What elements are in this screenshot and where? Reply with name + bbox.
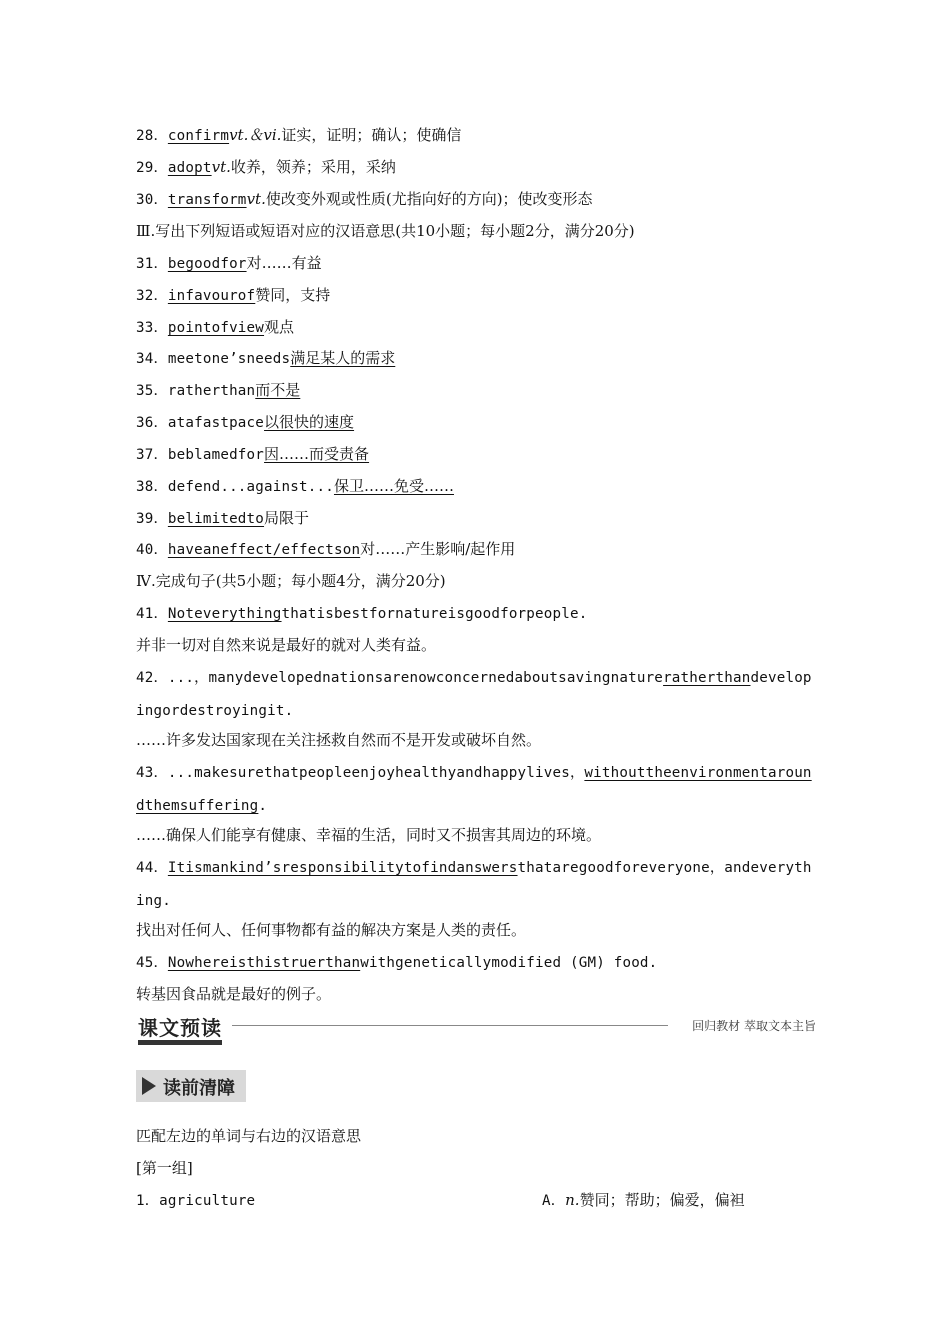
sentence-text: ...makesurethatpeopleenjoyhealthyandhappylives，	[167, 765, 585, 781]
phrase-item-40	[136, 539, 816, 560]
phrase-item-32	[136, 285, 816, 306]
phrase-item-31	[136, 253, 816, 274]
sentence-text: developingordestroyingit.	[136, 670, 812, 719]
section-3-heading: Ⅲ.写出下列短语或短语对应的汉语意思(共10小题；每小题2分，满分20分)	[136, 222, 635, 240]
item-number: 35．	[136, 383, 168, 399]
phrase-chinese: 赞同，支持	[255, 286, 331, 304]
item-number: 30．	[136, 192, 168, 208]
answer-blank: Itismankind’sresponsibilitytofindanswers	[167, 860, 518, 876]
item-number: 45．	[136, 955, 168, 971]
phrase-english: begoodfor	[167, 256, 247, 272]
sentence-42-english	[136, 661, 816, 727]
item-number: 40．	[136, 542, 168, 558]
sentence-45-chinese: 转基因食品就是最好的例子。	[136, 985, 332, 1003]
phrase-chinese: 局限于	[264, 509, 310, 527]
item-number: 32．	[136, 288, 168, 304]
matching-row-1	[136, 1190, 816, 1211]
phrase-english: atafastpace	[167, 415, 265, 431]
sentence-text: ...，manydevelopednationsarenowconcernedaboutsavingnature	[167, 670, 664, 686]
item-number: 1．	[136, 1193, 160, 1209]
vocab-meaning: 使改变外观或性质(尤指向好的方向)；使改变形态	[265, 190, 593, 208]
matching-option-a	[542, 1190, 745, 1211]
matching-instruction: 匹配左边的单词与右边的汉语意思	[136, 1127, 362, 1145]
phrase-item-34	[136, 348, 816, 369]
vocab-item-30	[136, 189, 816, 210]
answer-blank: withouttheenvironmentaroundthemsuffering	[136, 765, 812, 814]
sentence-text: withgeneticallymodified (GM) food.	[360, 955, 658, 971]
phrase-item-38	[136, 476, 816, 497]
sentence-43-english	[136, 756, 816, 822]
banner-divider	[232, 1025, 668, 1026]
vocab-word: transform	[167, 192, 247, 208]
part-of-speech: vt.	[246, 190, 266, 208]
sentence-text: thatisbestfornatureisgoodforpeople.	[281, 606, 588, 622]
sentence-41-english	[136, 603, 816, 624]
option-letter: A．	[542, 1193, 566, 1209]
vocab-word: confirm	[167, 128, 230, 144]
vocab-item-28	[136, 125, 816, 146]
phrase-item-33	[136, 317, 816, 338]
sentence-44-english	[136, 851, 816, 917]
phrase-item-36	[136, 412, 816, 433]
item-number: 43．	[136, 765, 168, 781]
item-number: 41．	[136, 606, 168, 622]
section-banner	[136, 1010, 816, 1050]
banner-title: 课文预读	[138, 1016, 222, 1040]
answer-blank: Noteverything	[167, 606, 282, 622]
phrase-chinese: 对……有益	[246, 254, 322, 272]
item-number: 28．	[136, 128, 168, 144]
item-number: 31．	[136, 256, 168, 272]
phrase-item-37	[136, 444, 816, 465]
item-number: 42．	[136, 670, 168, 686]
section-4-heading: Ⅳ.完成句子(共5小题；每小题4分，满分20分)	[136, 572, 446, 590]
phrase-item-39	[136, 508, 816, 529]
phrase-chinese: 而不是	[255, 381, 301, 399]
part-of-speech: vt.	[211, 158, 231, 176]
phrase-chinese: 以很快的速度	[264, 413, 355, 431]
sentence-45-english	[136, 952, 816, 973]
part-of-speech: vt.＆vi.	[229, 126, 282, 144]
phrase-english: haveaneffect/effectson	[167, 542, 361, 558]
play-triangle-icon	[142, 1077, 156, 1095]
item-number: 34．	[136, 351, 168, 367]
vocab-meaning: 证实，证明；确认；使确信	[281, 126, 462, 144]
part-of-speech: n.	[565, 1191, 580, 1209]
sentence-42-chinese: ……许多发达国家现在关注拯救自然而不是开发或破坏自然。	[136, 731, 542, 749]
banner-underbar	[138, 1040, 222, 1045]
sentence-text: thataregoodforeveryone，andeverything.	[136, 860, 812, 909]
phrase-english: defend...against...	[167, 479, 334, 495]
phrase-english: pointofview	[167, 320, 265, 336]
phrase-chinese: 观点	[264, 318, 295, 336]
matching-group-label: [第一组]	[136, 1159, 193, 1177]
section-tag	[136, 1070, 246, 1102]
banner-tagline: 回归教材 萃取文本主旨	[692, 1019, 816, 1033]
option-meaning: 赞同；帮助；偏爱，偏袒	[579, 1191, 745, 1209]
item-number: 36．	[136, 415, 168, 431]
answer-blank: Nowhereisthistruerthan	[167, 955, 361, 971]
phrase-english: infavourof	[167, 288, 256, 304]
phrase-chinese: 满足某人的需求	[290, 349, 396, 367]
phrase-english: beblamedfor	[167, 447, 265, 463]
phrase-english: meetone’sneeds	[167, 351, 291, 367]
sentence-43-chinese: ……确保人们能享有健康、幸福的生活，同时又不损害其周边的环境。	[136, 826, 602, 844]
item-number: 44．	[136, 860, 168, 876]
answer-blank: ratherthan	[663, 670, 751, 686]
phrase-english: belimitedto	[167, 511, 265, 527]
item-number: 37．	[136, 447, 168, 463]
sentence-44-chinese: 找出对任何人、任何事物都有益的解决方案是人类的责任。	[136, 921, 527, 939]
phrase-chinese: 因……而受责备	[264, 445, 370, 463]
sentence-41-chinese: 并非一切对自然来说是最好的就对人类有益。	[136, 636, 437, 654]
item-number: 39．	[136, 511, 168, 527]
phrase-chinese: 对……产生影响/起作用	[360, 540, 516, 558]
item-number: 38．	[136, 479, 168, 495]
matching-word: agriculture	[159, 1193, 256, 1209]
vocab-meaning: 收养，领养；采用，采纳	[230, 158, 396, 176]
vocab-item-29	[136, 157, 816, 178]
section-tag-label: 读前清障	[163, 1078, 235, 1099]
item-number: 33．	[136, 320, 168, 336]
sentence-text: .	[258, 798, 268, 814]
vocab-word: adopt	[167, 160, 212, 176]
item-number: 29．	[136, 160, 168, 176]
phrase-item-35	[136, 380, 816, 401]
phrase-english: ratherthan	[167, 383, 256, 399]
phrase-chinese: 保卫……免受……	[333, 477, 454, 495]
